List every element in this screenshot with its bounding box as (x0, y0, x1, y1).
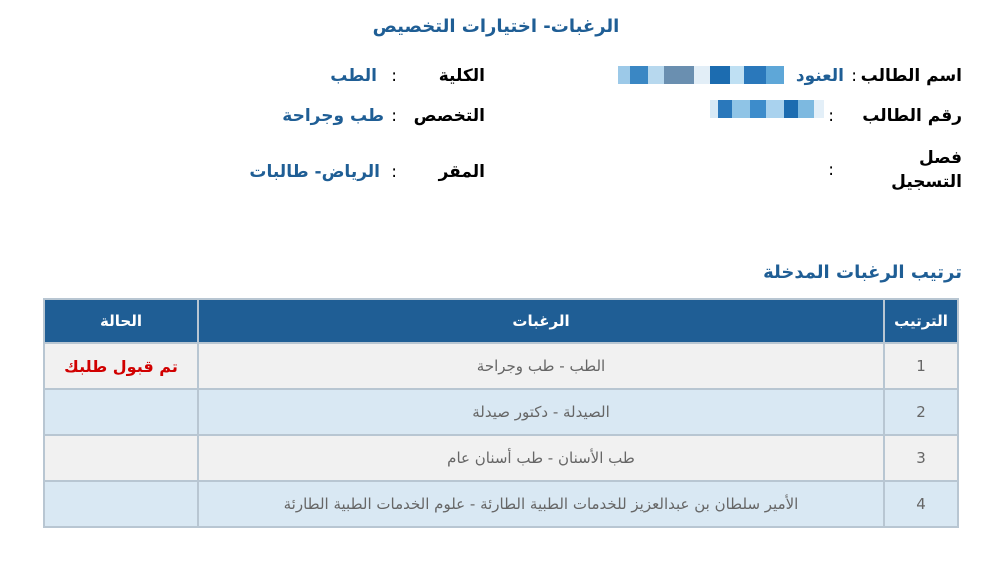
student-id-label: رقم الطالب (862, 106, 962, 126)
student-name-label: اسم الطالب (860, 66, 962, 86)
column-header-preference: الرغبات (198, 299, 884, 343)
college-value: الطب (330, 66, 377, 86)
table-row (44, 389, 958, 435)
student-name-value: العنود (795, 66, 844, 86)
redacted-name (618, 66, 784, 88)
term-label-line1: فصل (918, 148, 962, 168)
college-label: الكلية (438, 66, 485, 86)
rank-cell: 1 (884, 343, 958, 389)
major-colon: : (391, 106, 397, 126)
table-row (44, 343, 958, 389)
student-id-colon: : (828, 106, 834, 126)
table-header-row (44, 299, 958, 343)
status-cell (44, 481, 198, 527)
redacted-id (710, 100, 824, 122)
status-cell: تم قبول طلبك (44, 343, 198, 389)
college-colon: : (391, 66, 397, 86)
table-row (44, 435, 958, 481)
campus-colon: : (391, 162, 397, 182)
preferences-table (43, 298, 959, 528)
major-label: التخصص (413, 106, 485, 126)
column-header-rank: الترتيب (884, 299, 958, 343)
preference-cell: الأمير سلطان بن عبدالعزيز للخدمات الطبية الطارئة - علوم الخدمات الطبية الطارئة (198, 481, 884, 527)
rank-cell: 2 (884, 389, 958, 435)
rank-cell: 4 (884, 481, 958, 527)
status-cell (44, 389, 198, 435)
major-value: طب وجراحة (282, 106, 384, 126)
preference-cell: الصيدلة - دكتور صيدلة (198, 389, 884, 435)
term-label-line2: التسجيل (891, 172, 962, 192)
status-cell (44, 435, 198, 481)
table-row (44, 481, 958, 527)
rank-cell: 3 (884, 435, 958, 481)
preference-cell: طب الأسنان - طب أسنان عام (198, 435, 884, 481)
column-header-status: الحالة (44, 299, 198, 343)
page-title: الرغبات- اختيارات التخصيص (372, 16, 620, 37)
term-colon: : (828, 160, 834, 180)
preferences-section-title: ترتيب الرغبات المدخلة (763, 262, 962, 283)
preference-cell: الطب - طب وجراحة (198, 343, 884, 389)
campus-value: الرياض- طالبات (249, 162, 380, 182)
campus-label: المقر (438, 162, 485, 182)
student-name-colon: : (851, 66, 857, 86)
